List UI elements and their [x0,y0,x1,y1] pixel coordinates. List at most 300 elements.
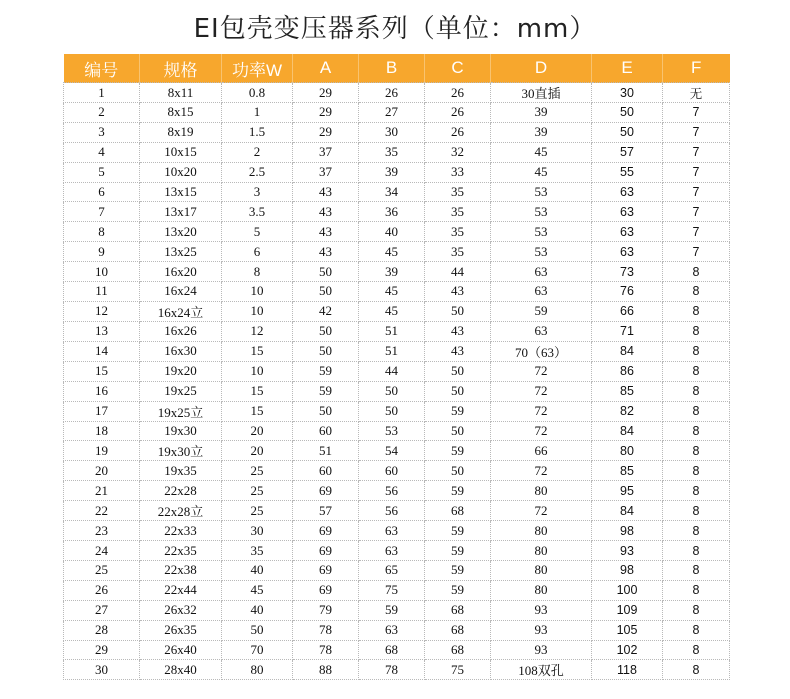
table-cell: 55 [592,162,663,182]
table-cell: 43 [293,202,359,222]
table-cell: 66 [592,301,663,321]
table-cell: 80 [491,481,592,501]
table-cell: 35 [425,182,491,202]
table-cell: 8 [663,361,730,381]
table-cell: 84 [592,501,663,521]
table-cell: 51 [293,441,359,461]
table-row [64,182,730,202]
table-cell: 51 [359,341,425,361]
table-cell: 26 [425,122,491,142]
table-cell: 11 [64,282,140,302]
table-cell: 63 [592,242,663,262]
table-cell: 33 [425,162,491,182]
header-cell: 编号 [64,54,140,83]
table-cell: 8 [663,501,730,521]
table-cell: 80 [491,561,592,581]
table-cell: 3 [64,122,140,142]
table-cell: 20 [222,421,293,441]
table-cell: 8 [222,262,293,282]
table-cell: 68 [425,600,491,620]
table-cell: 102 [592,640,663,660]
table-cell: 59 [425,580,491,600]
table-row [64,481,730,501]
table-cell: 60 [293,461,359,481]
table-cell: 50 [592,122,663,142]
table-cell: 16x26 [140,321,222,341]
table-cell: 63 [491,262,592,282]
header-cell: 功率W [222,54,293,83]
table-cell: 13x20 [140,222,222,242]
table-cell: 53 [491,202,592,222]
table-cell: 59 [359,600,425,620]
table-cell: 43 [425,341,491,361]
table-cell: 54 [359,441,425,461]
table-cell: 36 [359,202,425,222]
table-cell: 59 [293,361,359,381]
table-cell: 39 [491,122,592,142]
table-cell: 42 [293,301,359,321]
table-cell: 7 [663,222,730,242]
table-row [64,541,730,561]
table-cell: 85 [592,381,663,401]
table-cell: 50 [425,381,491,401]
table-cell: 0.8 [222,83,293,103]
table-cell: 10 [222,361,293,381]
table-cell: 43 [293,242,359,262]
table-cell: 39 [491,103,592,123]
table-cell: 16x30 [140,341,222,361]
table-cell: 8 [663,521,730,541]
table-cell: 5 [64,162,140,182]
table-cell: 8 [663,600,730,620]
table-cell: 2 [222,142,293,162]
table-cell: 78 [359,660,425,680]
table-cell: 109 [592,600,663,620]
table-cell: 8 [663,461,730,481]
table-cell: 65 [359,561,425,581]
table-cell: 68 [359,640,425,660]
table-row [64,401,730,421]
table-row [64,142,730,162]
table-cell: 26 [425,83,491,103]
table-cell: 16 [64,381,140,401]
table-cell: 32 [425,142,491,162]
table-cell: 3.5 [222,202,293,222]
table-cell: 51 [359,321,425,341]
table-cell: 45 [491,142,592,162]
table-row [64,561,730,581]
table-cell: 60 [293,421,359,441]
table-cell: 25 [222,501,293,521]
table-cell: 7 [663,103,730,123]
table-cell: 69 [293,521,359,541]
table-cell: 6 [64,182,140,202]
table-cell: 5 [222,222,293,242]
table-row [64,421,730,441]
table-cell: 29 [293,122,359,142]
table-cell: 35 [425,242,491,262]
table-cell: 10 [64,262,140,282]
table-cell: 59 [425,481,491,501]
table-cell: 82 [592,401,663,421]
table-cell: 50 [592,103,663,123]
table-cell: 57 [293,501,359,521]
table-cell: 26 [425,103,491,123]
table-row [64,103,730,123]
table-cell: 72 [491,461,592,481]
table-cell: 71 [592,321,663,341]
table-cell: 22x44 [140,580,222,600]
table-cell: 8 [663,541,730,561]
table-cell: 8 [663,301,730,321]
table-cell: 8x15 [140,103,222,123]
table-cell: 29 [293,103,359,123]
table-cell: 43 [293,222,359,242]
table-cell: 8 [663,421,730,441]
table-cell: 73 [592,262,663,282]
table-cell: 70（63） [491,341,592,361]
table-cell: 1 [222,103,293,123]
table-cell: 88 [293,660,359,680]
table-cell: 75 [359,580,425,600]
header-cell: B [359,54,425,83]
table-row [64,341,730,361]
table-cell: 59 [425,541,491,561]
table-cell: 27 [359,103,425,123]
table-row [64,282,730,302]
table-cell: 30 [359,122,425,142]
table-cell: 22x35 [140,541,222,561]
table-row [64,262,730,282]
table-cell: 50 [293,341,359,361]
table-cell: 8x19 [140,122,222,142]
table-row [64,600,730,620]
header-cell: 规格 [140,54,222,83]
table-cell: 22 [64,501,140,521]
table-cell: 53 [491,182,592,202]
table-row [64,441,730,461]
header-row [64,54,730,83]
table-cell: 84 [592,341,663,361]
table-cell: 8 [663,401,730,421]
table-cell: 25 [64,561,140,581]
table-cell: 26x35 [140,620,222,640]
table-cell: 76 [592,282,663,302]
table-cell: 13x25 [140,242,222,262]
table-cell: 50 [425,421,491,441]
table-cell: 34 [359,182,425,202]
table-cell: 13x15 [140,182,222,202]
table-cell: 59 [491,301,592,321]
table-row [64,521,730,541]
table-cell: 98 [592,561,663,581]
table-cell: 78 [293,620,359,640]
page-title: EI包壳变压器系列（单位：mm） [193,14,597,44]
table-cell: 40 [359,222,425,242]
table-row [64,162,730,182]
table-cell: 80 [592,441,663,461]
table-cell: 23 [64,521,140,541]
table-cell: 16x24立 [140,301,222,321]
table-cell: 8 [663,640,730,660]
table-cell: 7 [663,122,730,142]
table-cell: 50 [425,361,491,381]
header-cell: E [592,54,663,83]
table-cell: 50 [222,620,293,640]
table-cell: 8 [663,441,730,461]
table-cell: 75 [425,660,491,680]
table-cell: 22x28 [140,481,222,501]
table-cell: 98 [592,521,663,541]
table-cell: 1 [64,83,140,103]
table-cell: 26 [64,580,140,600]
table-cell: 93 [491,620,592,640]
table-cell: 35 [359,142,425,162]
table-cell: 29 [64,640,140,660]
table-cell: 26x32 [140,600,222,620]
table-cell: 26 [359,83,425,103]
table-cell: 43 [293,182,359,202]
table-cell: 93 [491,640,592,660]
table-cell: 44 [425,262,491,282]
table-cell: 15 [64,361,140,381]
table-cell: 50 [293,401,359,421]
table-cell: 59 [425,401,491,421]
table-row [64,381,730,401]
table-cell: 50 [293,321,359,341]
header-cell: C [425,54,491,83]
table-cell: 37 [293,142,359,162]
table-cell: 63 [359,620,425,640]
table-cell: 8 [663,481,730,501]
table-cell: 45 [222,580,293,600]
table-cell: 68 [425,640,491,660]
table-cell: 28x40 [140,660,222,680]
table-cell: 19x35 [140,461,222,481]
table-cell: 69 [293,561,359,581]
table-cell: 1.5 [222,122,293,142]
table-cell: 7 [663,242,730,262]
table-row [64,222,730,242]
table-cell: 63 [491,321,592,341]
table-cell: 29 [293,83,359,103]
table-cell: 13x17 [140,202,222,222]
table-cell: 10x20 [140,162,222,182]
table-cell: 68 [425,501,491,521]
table-cell: 37 [293,162,359,182]
table-cell: 17 [64,401,140,421]
table-cell: 28 [64,620,140,640]
table-row [64,620,730,640]
table-cell: 20 [64,461,140,481]
table-cell: 45 [359,301,425,321]
table-cell: 15 [222,381,293,401]
table-cell: 80 [491,580,592,600]
table-cell: 3 [222,182,293,202]
table-body [64,83,730,680]
table-cell: 8 [663,561,730,581]
table-cell: 50 [359,381,425,401]
table-cell: 56 [359,501,425,521]
table-cell: 72 [491,381,592,401]
table-cell: 22x33 [140,521,222,541]
table-cell: 8 [663,341,730,361]
table-row [64,461,730,481]
table-cell: 7 [663,202,730,222]
table-cell: 56 [359,481,425,501]
table-cell: 16x20 [140,262,222,282]
table-row [64,580,730,600]
table-cell: 19x25 [140,381,222,401]
table-cell: 8 [663,282,730,302]
table-cell: 85 [592,461,663,481]
table-cell: 8 [663,381,730,401]
table-cell: 80 [491,541,592,561]
table-cell: 40 [222,561,293,581]
table-cell: 59 [425,441,491,461]
table-cell: 59 [425,521,491,541]
table-cell: 93 [592,541,663,561]
table-cell: 13 [64,321,140,341]
table-cell: 19x25立 [140,401,222,421]
table-cell: 50 [293,262,359,282]
table-cell: 43 [425,321,491,341]
table-cell: 63 [491,282,592,302]
table-cell: 50 [293,282,359,302]
table-cell: 45 [359,242,425,262]
table-cell: 21 [64,481,140,501]
table-cell: 118 [592,660,663,680]
table-cell: 63 [359,521,425,541]
table-cell: 10 [222,301,293,321]
table-cell: 35 [425,222,491,242]
table-cell: 39 [359,262,425,282]
table-cell: 50 [359,401,425,421]
table-row [64,660,730,680]
table-cell: 57 [592,142,663,162]
table-cell: 80 [222,660,293,680]
table-cell: 59 [425,561,491,581]
table-cell: 63 [592,182,663,202]
table-cell: 20 [222,441,293,461]
table-row [64,640,730,660]
table-cell: 12 [222,321,293,341]
table-cell: 44 [359,361,425,381]
table-cell: 15 [222,341,293,361]
table-cell: 27 [64,600,140,620]
table-cell: 59 [293,381,359,401]
table-cell: 53 [491,222,592,242]
table-cell: 35 [222,541,293,561]
table-cell: 16x24 [140,282,222,302]
table-cell: 8x11 [140,83,222,103]
table-cell: 50 [425,301,491,321]
table-cell: 69 [293,481,359,501]
table-cell: 10 [222,282,293,302]
table-cell: 79 [293,600,359,620]
table-cell: 19x20 [140,361,222,381]
table-cell: 100 [592,580,663,600]
table-cell: 45 [491,162,592,182]
table-cell: 63 [592,202,663,222]
table-cell: 78 [293,640,359,660]
table-cell: 93 [491,600,592,620]
table-cell: 25 [222,481,293,501]
table-row [64,83,730,103]
table-cell: 15 [222,401,293,421]
table-cell: 50 [425,461,491,481]
table-cell: 35 [425,202,491,222]
table-row [64,321,730,341]
table-cell: 7 [663,142,730,162]
table-cell: 95 [592,481,663,501]
table-cell: 22x28立 [140,501,222,521]
header-cell: D [491,54,592,83]
table-cell: 26x40 [140,640,222,660]
table-cell: 72 [491,361,592,381]
header-cell: F [663,54,730,83]
table-cell: 66 [491,441,592,461]
table-cell: 19x30 [140,421,222,441]
table-cell: 2.5 [222,162,293,182]
table-cell: 63 [359,541,425,561]
table-cell: 108双孔 [491,660,592,680]
table-cell: 30 [222,521,293,541]
table-cell: 84 [592,421,663,441]
table-cell: 19x30立 [140,441,222,461]
table-cell: 14 [64,341,140,361]
table-cell: 63 [592,222,663,242]
table-cell: 18 [64,421,140,441]
table-cell: 10x15 [140,142,222,162]
table-row [64,242,730,262]
table-cell: 60 [359,461,425,481]
header-cell: A [293,54,359,83]
table-row [64,202,730,222]
table-cell: 9 [64,242,140,262]
table-cell: 无 [663,83,730,103]
table-cell: 8 [663,580,730,600]
table-row [64,501,730,521]
table-cell: 7 [663,162,730,182]
table-row [64,122,730,142]
table-cell: 69 [293,580,359,600]
table-cell: 72 [491,401,592,421]
table-cell: 86 [592,361,663,381]
table-row [64,301,730,321]
table-cell: 25 [222,461,293,481]
table-cell: 7 [64,202,140,222]
table-cell: 24 [64,541,140,561]
table-cell: 72 [491,421,592,441]
table-cell: 12 [64,301,140,321]
table-cell: 30直插 [491,83,592,103]
table-row [64,361,730,381]
table-cell: 39 [359,162,425,182]
table-cell: 19 [64,441,140,461]
table-cell: 8 [663,620,730,640]
table-cell: 30 [592,83,663,103]
table-cell: 80 [491,521,592,541]
table-cell: 7 [663,182,730,202]
table-cell: 45 [359,282,425,302]
table-cell: 8 [663,262,730,282]
table-cell: 68 [425,620,491,640]
table-cell: 30 [64,660,140,680]
table-cell: 2 [64,103,140,123]
table-cell: 72 [491,501,592,521]
table-cell: 43 [425,282,491,302]
